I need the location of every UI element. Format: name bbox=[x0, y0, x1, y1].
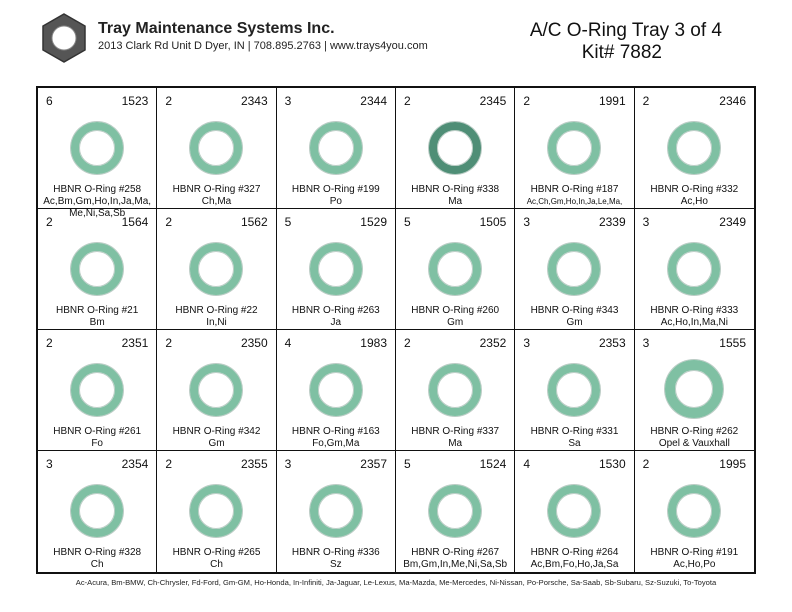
quantity: 3 bbox=[642, 336, 650, 350]
quantity: 5 bbox=[404, 215, 411, 229]
oring-name: HBNR O-Ring #191 bbox=[650, 547, 739, 558]
tray-cell bbox=[157, 209, 276, 330]
part-number: 1995 bbox=[719, 457, 746, 471]
quantity: 2 bbox=[404, 336, 411, 350]
oring-name: HBNR O-Ring #199 bbox=[291, 184, 380, 195]
oring-description bbox=[157, 426, 275, 450]
tray-cell bbox=[396, 451, 515, 572]
oring-name: HBNR O-Ring #267 bbox=[411, 547, 500, 558]
tray-cell bbox=[396, 330, 515, 451]
part-number: 2349 bbox=[719, 215, 746, 229]
part-number: 2346 bbox=[719, 94, 746, 108]
oring-description bbox=[396, 426, 514, 450]
application-codes: Ja bbox=[330, 317, 342, 328]
tray-cell bbox=[157, 330, 276, 451]
tray-cell bbox=[635, 209, 754, 330]
tray-cell bbox=[635, 330, 754, 451]
oring-image bbox=[190, 485, 242, 537]
application-codes: Ma bbox=[448, 438, 463, 449]
application-codes: Bm,Gm,In,Me,Ni,Sa,Sb bbox=[403, 559, 508, 570]
oring-image bbox=[71, 243, 123, 295]
quantity: 2 bbox=[642, 457, 650, 471]
oring-image bbox=[310, 243, 362, 295]
oring-image bbox=[310, 485, 362, 537]
quantity: 2 bbox=[165, 94, 173, 108]
oring-name: HBNR O-Ring #337 bbox=[411, 426, 500, 437]
oring-name: HBNR O-Ring #328 bbox=[53, 547, 142, 558]
oring-description bbox=[157, 184, 275, 208]
part-number: 2344 bbox=[360, 94, 387, 108]
oring-name: HBNR O-Ring #163 bbox=[291, 426, 380, 437]
oring-name: HBNR O-Ring #22 bbox=[175, 305, 258, 316]
quantity: 3 bbox=[46, 457, 53, 471]
quantity: 3 bbox=[284, 457, 292, 471]
quantity: 2 bbox=[404, 94, 411, 108]
oring-name: HBNR O-Ring #333 bbox=[650, 305, 739, 316]
application-codes: Fo bbox=[91, 438, 103, 449]
oring-image bbox=[548, 364, 600, 416]
oring-image bbox=[668, 485, 720, 537]
quantity: 2 bbox=[523, 94, 531, 108]
application-codes: Ac,Bm,Gm,Ho,In,Ja,Ma, bbox=[43, 196, 152, 207]
tray-cell bbox=[635, 88, 754, 209]
oring-name: HBNR O-Ring #21 bbox=[56, 305, 139, 316]
oring-name: HBNR O-Ring #336 bbox=[291, 547, 380, 558]
application-codes: In,Ni bbox=[206, 317, 227, 328]
oring-name: HBNR O-Ring #265 bbox=[172, 547, 261, 558]
application-codes: Ac,Ho bbox=[680, 196, 708, 207]
oring-description bbox=[635, 184, 754, 208]
application-codes: Opel & Vauxhall bbox=[658, 438, 730, 449]
tray-cell bbox=[635, 451, 754, 572]
oring-name: HBNR O-Ring #327 bbox=[172, 184, 261, 195]
part-number: 1529 bbox=[360, 215, 387, 229]
oring-image bbox=[429, 122, 481, 174]
oring-image bbox=[190, 243, 242, 295]
oring-image bbox=[429, 364, 481, 416]
tray-cell bbox=[38, 451, 157, 572]
part-number: 2357 bbox=[360, 457, 387, 471]
tray-cell bbox=[157, 451, 276, 572]
quantity: 2 bbox=[46, 336, 53, 350]
application-codes: Ac,Ch,Gm,Ho,In,Ja,Le,Ma, bbox=[526, 197, 623, 206]
oring-name: HBNR O-Ring #338 bbox=[411, 184, 500, 195]
oring-description bbox=[515, 184, 633, 208]
oring-name: HBNR O-Ring #258 bbox=[53, 184, 142, 195]
tray-cell bbox=[38, 209, 157, 330]
hex-nut-icon bbox=[40, 12, 88, 64]
header bbox=[0, 0, 792, 84]
oring-description bbox=[157, 547, 275, 571]
part-number: 2351 bbox=[121, 336, 149, 350]
part-number: 1530 bbox=[598, 457, 626, 471]
oring-description bbox=[515, 426, 633, 450]
application-codes: Ac,Bm,Fo,Ho,Ja,Sa bbox=[530, 559, 619, 570]
company-address: 2013 Clark Rd Unit D Dyer, IN | 708.895.2763 | www.trays4you.com bbox=[98, 40, 428, 52]
quantity: 3 bbox=[284, 94, 292, 108]
oring-image bbox=[190, 122, 242, 174]
quantity: 2 bbox=[165, 457, 173, 471]
oring-image bbox=[548, 243, 600, 295]
part-number: 1523 bbox=[121, 94, 149, 108]
tray-cell bbox=[396, 88, 515, 209]
oring-image bbox=[310, 122, 362, 174]
oring-image bbox=[71, 122, 123, 174]
oring-description bbox=[515, 547, 633, 571]
quantity: 5 bbox=[284, 215, 292, 229]
oring-image bbox=[668, 122, 720, 174]
application-codes: Bm bbox=[89, 317, 105, 328]
oring-image bbox=[71, 485, 123, 537]
part-number: 1505 bbox=[479, 215, 507, 229]
oring-description bbox=[396, 305, 514, 329]
application-codes: Ch,Ma bbox=[201, 196, 232, 207]
application-codes: Ma bbox=[448, 196, 463, 207]
oring-image bbox=[548, 122, 600, 174]
oring-description bbox=[38, 305, 156, 329]
quantity: 4 bbox=[523, 457, 531, 471]
application-codes: Ac,Ho,Po bbox=[673, 559, 716, 570]
quantity: 2 bbox=[165, 215, 173, 229]
application-codes: Ch bbox=[210, 559, 223, 570]
company-name: Tray Maintenance Systems Inc. bbox=[98, 20, 335, 37]
oring-description bbox=[635, 547, 754, 571]
tray-title: A/C O-Ring Tray 3 of 4 bbox=[529, 20, 722, 41]
quantity: 5 bbox=[404, 457, 411, 471]
oring-name: HBNR O-Ring #263 bbox=[291, 305, 380, 316]
application-codes: Sz bbox=[329, 559, 342, 570]
quantity: 2 bbox=[165, 336, 173, 350]
oring-image bbox=[71, 364, 123, 416]
oring-image bbox=[548, 485, 600, 537]
part-number: 1991 bbox=[598, 94, 626, 108]
tray-cell bbox=[38, 330, 157, 451]
part-number: 2354 bbox=[121, 457, 149, 471]
application-codes: Gm bbox=[447, 317, 464, 328]
oring-description bbox=[396, 184, 514, 208]
quantity: 2 bbox=[46, 215, 53, 229]
oring-name: HBNR O-Ring #332 bbox=[650, 184, 739, 195]
oring-image bbox=[310, 364, 362, 416]
part-number: 2345 bbox=[479, 94, 507, 108]
tray-cell bbox=[515, 209, 634, 330]
part-number: 2355 bbox=[240, 457, 268, 471]
part-number: 1564 bbox=[121, 215, 149, 229]
oring-name: HBNR O-Ring #343 bbox=[530, 305, 619, 316]
oring-grid bbox=[36, 86, 756, 574]
oring-name: HBNR O-Ring #260 bbox=[411, 305, 500, 316]
oring-description bbox=[396, 547, 514, 571]
oring-name: HBNR O-Ring #261 bbox=[53, 426, 142, 437]
oring-description bbox=[157, 305, 275, 329]
tray-cell bbox=[277, 330, 396, 451]
application-codes: Gm bbox=[566, 317, 583, 328]
application-codes: Sa bbox=[568, 438, 581, 449]
tray-cell bbox=[515, 88, 634, 209]
oring-image bbox=[429, 485, 481, 537]
oring-description bbox=[277, 547, 395, 571]
application-codes: Gm bbox=[208, 438, 225, 449]
oring-description bbox=[277, 184, 395, 208]
oring-image bbox=[429, 243, 481, 295]
oring-description bbox=[38, 547, 156, 571]
tray-cell bbox=[157, 88, 276, 209]
application-codes: Ch bbox=[90, 559, 104, 570]
quantity: 3 bbox=[642, 215, 650, 229]
application-codes: Po bbox=[329, 196, 342, 207]
tray-cell bbox=[515, 330, 634, 451]
tray-cell bbox=[277, 209, 396, 330]
oring-name: HBNR O-Ring #262 bbox=[650, 426, 739, 437]
quantity: 3 bbox=[523, 215, 531, 229]
part-number: 2353 bbox=[598, 336, 626, 350]
part-number: 2350 bbox=[240, 336, 268, 350]
tray-cell bbox=[277, 451, 396, 572]
tray-cell bbox=[396, 209, 515, 330]
part-number: 1983 bbox=[360, 336, 387, 350]
quantity: 3 bbox=[523, 336, 531, 350]
part-number: 1562 bbox=[240, 215, 268, 229]
tray-cell bbox=[277, 88, 396, 209]
oring-name: HBNR O-Ring #187 bbox=[530, 184, 619, 195]
tray-cell bbox=[38, 88, 157, 219]
manufacturer-legend: Ac-Acura, Bm-BMW, Ch-Chrysler, Fd-Ford, Gm-GM, Ho-Honda, In-Infiniti, Ja-Jaguar, Le-Lexus, Ma-Mazda, Me-Mercedes, Ni-Nissan, Po-Porsche, Sa-Saab, Sb-Subaru, Sz-Suzuki, To-Toyota bbox=[75, 578, 717, 587]
part-number: 1524 bbox=[479, 457, 507, 471]
oring-image bbox=[668, 243, 720, 295]
oring-name: HBNR O-Ring #331 bbox=[530, 426, 619, 437]
tray-cell bbox=[515, 451, 634, 572]
kit-number: Kit# 7882 bbox=[581, 42, 662, 63]
part-number: 1555 bbox=[719, 336, 746, 350]
oring-description bbox=[38, 426, 156, 450]
part-number: 2343 bbox=[240, 94, 268, 108]
oring-description bbox=[635, 305, 754, 329]
oring-name: HBNR O-Ring #264 bbox=[530, 547, 619, 558]
part-number: 2352 bbox=[479, 336, 507, 350]
oring-description bbox=[515, 305, 633, 329]
quantity: 4 bbox=[284, 336, 292, 350]
application-codes: Fo,Gm,Ma bbox=[312, 438, 360, 449]
application-codes: Me,Ni,Sa,Sb bbox=[69, 208, 126, 219]
oring-image bbox=[665, 360, 723, 418]
oring-name: HBNR O-Ring #342 bbox=[172, 426, 261, 437]
part-number: 2339 bbox=[598, 215, 626, 229]
oring-description bbox=[277, 305, 395, 329]
quantity: 2 bbox=[642, 94, 650, 108]
application-codes: Ac,Ho,In,Ma,Ni bbox=[660, 317, 728, 328]
oring-description bbox=[277, 426, 395, 450]
oring-image bbox=[190, 364, 242, 416]
quantity: 6 bbox=[46, 94, 53, 108]
oring-description bbox=[635, 426, 754, 450]
